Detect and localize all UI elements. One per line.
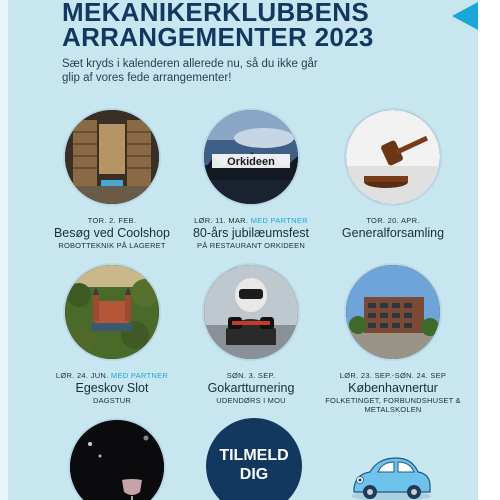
event-date: TOR. 20. APR. bbox=[366, 216, 420, 225]
event-gokart bbox=[176, 263, 326, 405]
event-date: LØR. 24. JUN. MED PARTNER bbox=[55, 371, 169, 380]
partner-tag: MED PARTNER bbox=[110, 371, 169, 380]
event-coolshop bbox=[37, 108, 187, 250]
champagne-photo bbox=[68, 418, 166, 500]
event-description: PÅ RESTAURANT ORKIDEEN bbox=[197, 241, 305, 250]
event-copenhagen bbox=[318, 263, 468, 414]
right-border bbox=[478, 0, 500, 500]
partner-tag: MED PARTNER bbox=[250, 216, 308, 225]
event-jubilee bbox=[176, 108, 326, 250]
building-photo bbox=[344, 263, 442, 361]
event-name: Besøg ved Coolshop bbox=[53, 226, 171, 240]
event-name: 80-års jubilæumsfest bbox=[192, 226, 309, 240]
event-name: Generalforsamling bbox=[341, 226, 445, 240]
orkideen-photo bbox=[202, 108, 300, 206]
gokart-photo bbox=[202, 263, 300, 361]
signup-button[interactable] bbox=[206, 418, 302, 500]
signup-line-2: DIG bbox=[239, 466, 269, 483]
gavel-photo bbox=[344, 108, 442, 206]
signup-line-1: TILMELD bbox=[219, 447, 289, 464]
page-title bbox=[62, 0, 374, 50]
event-name: Egeskov Slot bbox=[75, 381, 149, 395]
event-date: SØN. 3. SEP. bbox=[226, 371, 276, 380]
castle-photo bbox=[63, 263, 161, 361]
subtitle: Sæt kryds i kalenderen allerede nu, så du ikke går glip af vores fede arrangementer! bbox=[62, 58, 318, 84]
event-general-assembly bbox=[318, 108, 468, 241]
title-line-2: ARRANGEMENTER 2023 bbox=[62, 22, 374, 52]
event-date: TOR. 2. FEB. bbox=[87, 216, 137, 225]
event-description: UDENDØRS I MOU bbox=[216, 396, 286, 405]
event-egeskov bbox=[37, 263, 187, 405]
left-border bbox=[0, 0, 8, 500]
event-description: DAGSTUR bbox=[92, 396, 132, 405]
title-line-1: MEKANIKERKLUBBENS bbox=[62, 0, 369, 27]
event-name: Gokartturnering bbox=[207, 381, 295, 395]
car-mascot-icon bbox=[348, 452, 434, 500]
event-description: ROBOTTEKNIK PÅ LAGERET bbox=[58, 241, 166, 250]
warehouse-photo bbox=[63, 108, 161, 206]
event-date: LØR. 11. MAR. MED PARTNER bbox=[194, 216, 308, 225]
orkideen-logo: Orkideen bbox=[227, 156, 275, 168]
event-name: Københavnertur bbox=[348, 381, 438, 395]
event-description: FOLKETINGET, FORBUNDSHUSET & METALSKOLEN bbox=[325, 396, 461, 414]
event-date: LØR. 23. SEP.-SØN. 24. SEP bbox=[339, 371, 447, 380]
ribbon-marker-icon bbox=[452, 2, 478, 30]
